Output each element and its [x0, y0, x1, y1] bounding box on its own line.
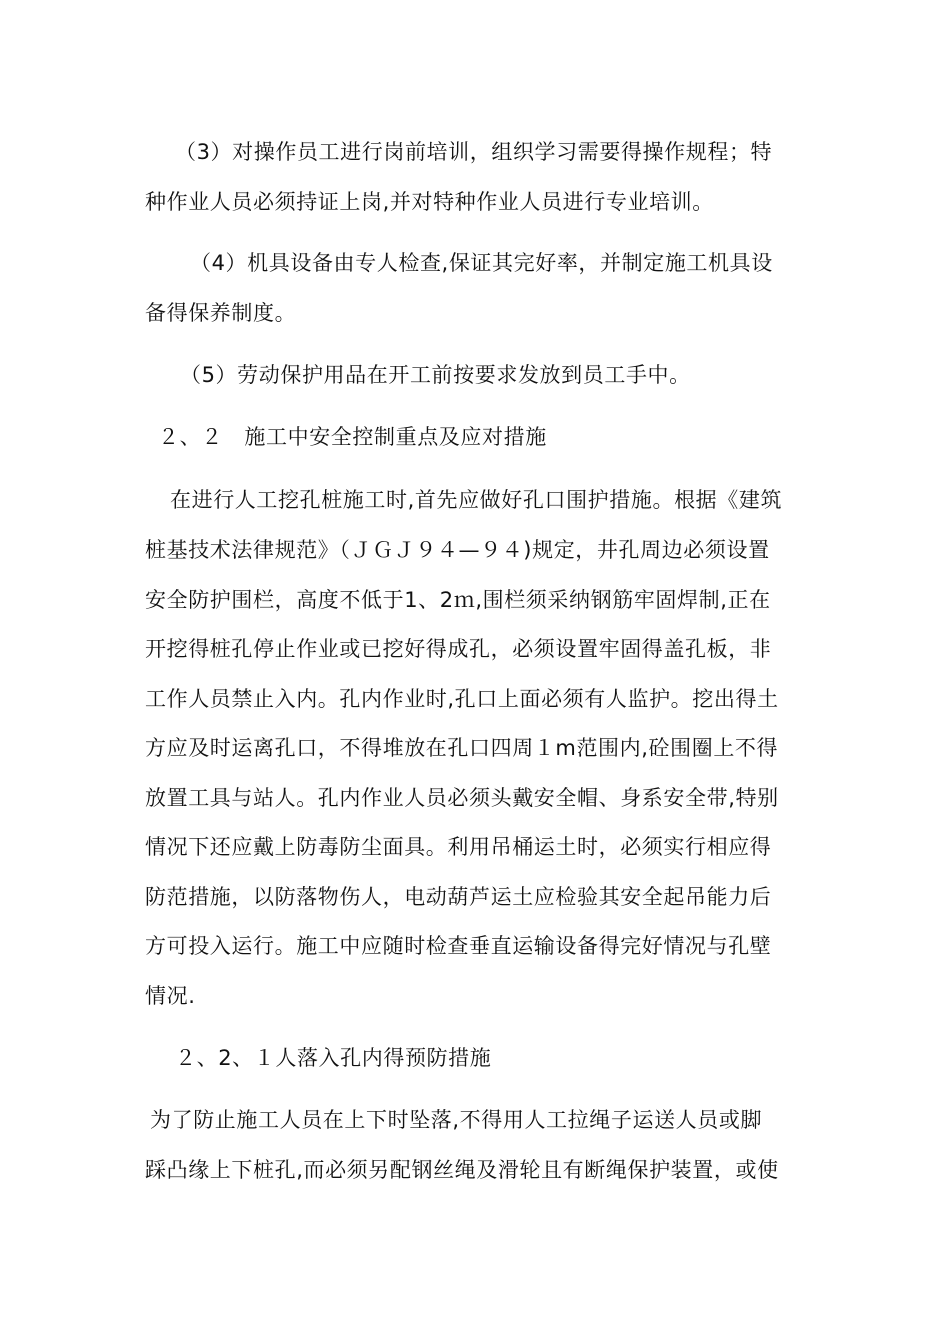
body-main-line-3: 安全防护围栏，高度不低于1、2ｍ,围栏须采纳钢筋牢固焊制,正在 — [145, 588, 771, 612]
body-main-line-11: 情况. — [145, 984, 196, 1008]
paragraph-item-3-line-2: 种作业人员必须持证上岗,并对特种作业人员进行专业培训。 — [145, 190, 714, 214]
section-heading-2-2: ２、２ 施工中安全控制重点及应对措施 — [158, 425, 547, 449]
section-heading-2-2-1: ２、2、１人落入孔内得预防措施 — [175, 1046, 492, 1070]
paragraph-item-5: （5）劳动保护用品在开工前按要求发放到员工手中。 — [180, 363, 691, 387]
paragraph-item-4-line-2: 备得保养制度。 — [145, 301, 297, 325]
paragraph-item-3-line-1: （3）对操作员工进行岗前培训，组织学习需要得操作规程；特 — [175, 140, 773, 164]
body-fall-line-2: 踩凸缘上下桩孔,而必须另配钢丝绳及滑轮且有断绳保护装置，或使 — [145, 1158, 779, 1182]
paragraph-item-4-line-1: （4）机具设备由专人检查,保证其完好率，并制定施工机具设 — [190, 251, 773, 275]
body-main-line-5: 工作人员禁止入内。孔内作业时,孔口上面必须有人监护。挖出得土 — [145, 687, 779, 711]
body-main-line-10: 方可投入运行。施工中应随时检查垂直运输设备得完好情况与孔壁 — [145, 934, 772, 958]
body-main-line-1: 在进行人工挖孔桩施工时,首先应做好孔口围护措施。根据《建筑 — [170, 488, 783, 512]
body-main-line-6: 方应及时运离孔口，不得堆放在孔口四周１m范围内,砼围圈上不得 — [145, 736, 779, 760]
body-main-line-4: 开挖得桩孔停止作业或已挖好得成孔，必须设置牢固得盖孔板，非 — [145, 637, 772, 661]
body-main-line-8: 情况下还应戴上防毒防尘面具。利用吊桶运土时，必须实行相应得 — [145, 835, 772, 859]
body-fall-line-1: 为了防止施工人员在上下时坠落,不得用人工拉绳子运送人员或脚 — [150, 1108, 763, 1132]
body-main-line-9: 防范措施，以防落物伤人，电动葫芦运土应检验其安全起吊能力后 — [145, 885, 772, 909]
body-main-line-7: 放置工具与站人。孔内作业人员必须头戴安全帽、身系安全带,特别 — [145, 786, 779, 810]
body-main-line-2: 桩基技术法律规范》（ＪＧＪ９４—９４)规定，井孔周边必须设置 — [145, 538, 770, 562]
